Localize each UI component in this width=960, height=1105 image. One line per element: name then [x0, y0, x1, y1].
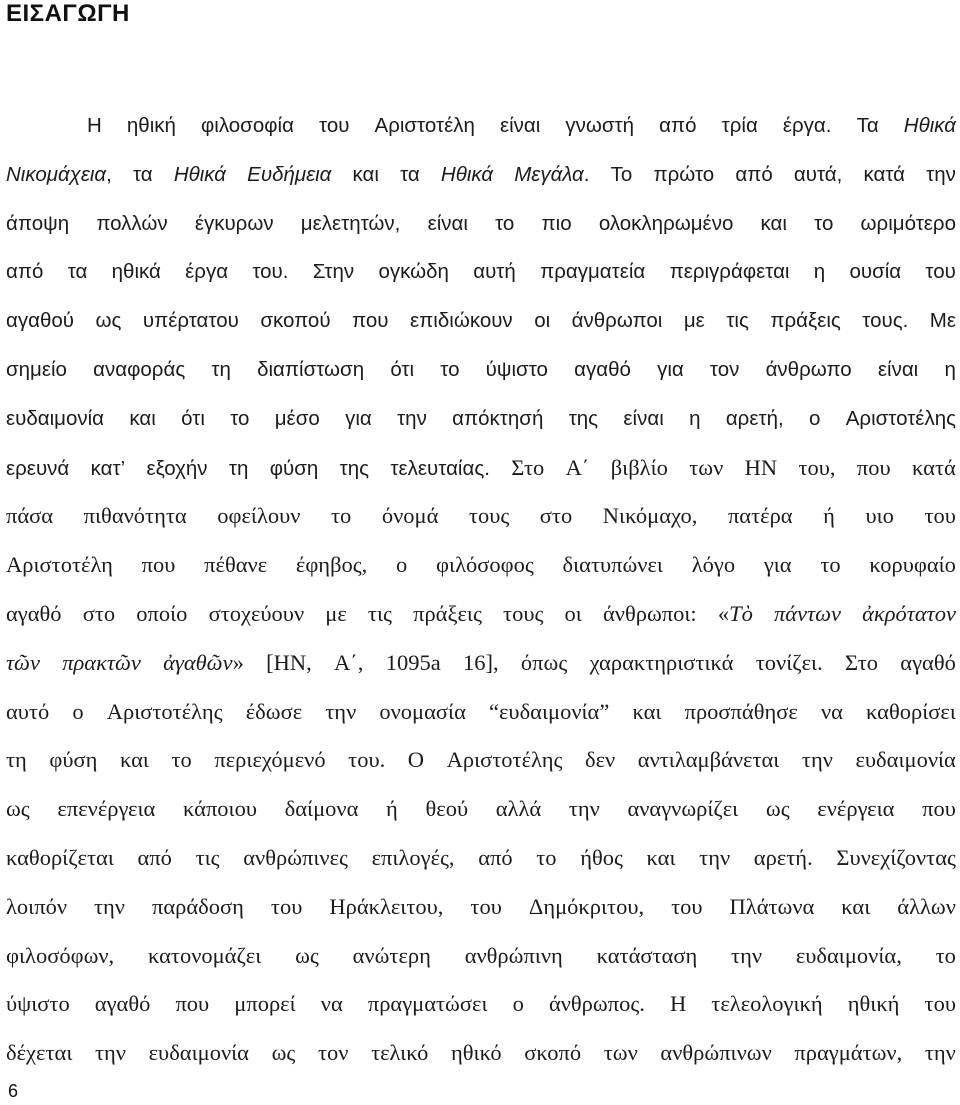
word: τους.: [862, 309, 909, 333]
text-line: [6, 650, 956, 699]
word: άνθρωποι:: [602, 600, 697, 626]
word: έργα.: [782, 114, 832, 137]
word: ο: [396, 552, 408, 578]
word: αναγνωρίζει: [627, 796, 739, 822]
text-line: [6, 552, 956, 601]
word: πραγμάτων,: [794, 1040, 903, 1066]
word: ευδαιμονία,: [795, 942, 902, 968]
word: αγαθό: [6, 600, 62, 626]
text-line: [6, 162, 956, 211]
text-line: [6, 406, 956, 455]
word: αυτό: [6, 698, 50, 724]
section-heading: ΕΙΣΑΓΩΓΗ: [6, 0, 130, 27]
word: τελευταίας.: [390, 456, 490, 480]
word: το: [171, 747, 192, 773]
word: των: [603, 1040, 638, 1066]
word: ἀγαθῶν»: [163, 649, 244, 675]
word: ύψιστο: [6, 991, 70, 1017]
word: Η: [669, 991, 687, 1017]
word: Με: [929, 309, 956, 333]
word: άποψη: [6, 211, 70, 235]
word: του: [925, 260, 956, 284]
word: Στο: [845, 649, 878, 675]
word: βιβλίο: [610, 454, 668, 480]
word: τις: [195, 844, 220, 870]
word: άνθρωπος.: [548, 991, 645, 1017]
word: ότι: [390, 357, 415, 381]
word: κατάσταση: [596, 942, 698, 968]
word: και: [352, 162, 379, 186]
word: η: [689, 406, 701, 430]
word: είναι: [427, 211, 468, 235]
word: λόγο: [691, 552, 736, 578]
word: διατυπώνει: [562, 552, 663, 578]
word: έργα: [185, 260, 229, 284]
word: κορυφαίο: [869, 552, 956, 578]
word: ή: [823, 503, 835, 529]
word: Νικομάχεια,: [6, 162, 112, 186]
word: απόκτησή: [452, 406, 544, 430]
word: Ηθικά: [440, 162, 494, 186]
text-line: [6, 699, 956, 748]
word: αντιλαμβάνεται: [637, 747, 780, 773]
word: τον: [709, 357, 740, 381]
word: ως: [765, 796, 790, 822]
word: που: [856, 454, 891, 480]
word: ανθρώπινες: [243, 844, 348, 870]
word: τα: [133, 162, 153, 186]
word: από: [735, 162, 773, 186]
word: [ΗΝ,: [266, 649, 312, 675]
word: την: [397, 406, 427, 430]
word: δεν: [585, 747, 616, 773]
word: Μεγάλα.: [514, 162, 590, 186]
text-line: [6, 601, 956, 650]
word: την: [94, 893, 125, 919]
text-line: [6, 503, 956, 552]
word: καθορίσει: [866, 698, 956, 724]
word: χαρακτηριστικά: [589, 649, 734, 675]
word: ύψιστο: [485, 357, 548, 381]
word: ονομασία: [379, 698, 466, 724]
word: άνθρωποι: [571, 309, 663, 333]
word: που: [922, 796, 956, 822]
word: αγαθό: [574, 357, 631, 381]
word: φύση: [49, 747, 98, 773]
word: την: [568, 796, 600, 822]
word: την: [926, 162, 956, 186]
word: τελεολογική: [711, 991, 823, 1017]
word: ανθρώπινων: [660, 1040, 772, 1066]
word: Τα: [856, 114, 879, 137]
word: έφηβος,: [295, 552, 368, 578]
word: που: [141, 552, 176, 578]
word: σκοπού: [260, 309, 331, 333]
word: και: [119, 747, 149, 773]
word: ενέργεια: [817, 796, 895, 822]
word: αγαθό: [900, 649, 956, 675]
word: επενέργεια: [57, 796, 156, 822]
word: τις: [367, 600, 392, 626]
word: όπως: [520, 649, 568, 675]
word: ως: [6, 796, 30, 822]
text-line: [6, 747, 956, 796]
page-number: 6: [8, 1081, 19, 1101]
word: το: [536, 844, 557, 870]
word: αρετή.: [753, 844, 813, 870]
word: τονίζει.: [755, 649, 823, 675]
word: στοχεύουν: [208, 600, 305, 626]
word: τῶν: [6, 649, 40, 675]
word: ἀκρότατον: [862, 600, 956, 626]
word: Αριστοτέλη: [374, 114, 475, 137]
word: ωριμότερο: [860, 211, 956, 235]
word: από: [659, 114, 697, 137]
word: Α΄,: [334, 649, 364, 675]
word: του.: [252, 260, 289, 284]
word: μέσο: [274, 406, 320, 430]
word: Αριστοτέλης: [106, 698, 223, 724]
word: τρία: [721, 114, 758, 137]
word: ανθρώπινη: [464, 942, 563, 968]
word: οι: [534, 309, 551, 333]
word: τα: [67, 260, 88, 284]
word: με: [683, 309, 705, 333]
word: περιεχόμενό: [214, 747, 326, 773]
word: ηθικό: [450, 1040, 502, 1066]
word: ηθικά: [111, 260, 161, 284]
text-line: [6, 894, 956, 943]
word: το: [495, 211, 515, 235]
word: ο: [809, 406, 821, 430]
word: λοιπόν: [6, 893, 67, 919]
word: το: [820, 552, 841, 578]
text-line: [6, 211, 956, 260]
word: αγαθό: [94, 991, 151, 1017]
word: για: [657, 357, 684, 381]
word: αυτά,: [793, 162, 843, 186]
word: έγκυρων: [194, 211, 274, 235]
word: από: [478, 844, 513, 870]
word: την: [699, 844, 731, 870]
word: από: [137, 844, 172, 870]
word: την: [95, 1040, 126, 1066]
word: τη: [211, 357, 231, 381]
text-line: [6, 308, 956, 357]
word: της: [568, 406, 599, 430]
word: το: [814, 211, 834, 235]
word: θεού: [425, 796, 469, 822]
word: επιλογές,: [371, 844, 455, 870]
word: ερευνά: [6, 456, 70, 480]
word: πολλών: [96, 211, 168, 235]
word: ανώτερη: [352, 942, 431, 968]
word: οι: [564, 600, 582, 626]
word: τον: [317, 1040, 349, 1066]
word: Στο: [511, 454, 545, 480]
word: των: [689, 454, 724, 480]
word: “ευδαιμονία”: [489, 698, 610, 724]
word: διαπίστωση: [257, 357, 365, 381]
word: ήθος: [580, 844, 623, 870]
word: ηθική: [847, 991, 900, 1017]
word: ευδαιμονία: [148, 1040, 249, 1066]
word: το: [230, 406, 250, 430]
word: Δημόκριτου,: [528, 893, 645, 919]
word: περιγράφεται: [669, 260, 790, 284]
word: στο: [539, 503, 573, 529]
word: Η: [87, 114, 102, 137]
word: δέχεται: [6, 1040, 73, 1066]
word: με: [325, 600, 347, 626]
word: πραγματώσει: [367, 991, 488, 1017]
word: για: [763, 552, 792, 578]
word: του: [671, 893, 703, 919]
word: φύση: [269, 456, 319, 480]
word: που: [352, 309, 389, 333]
text-line: [6, 455, 956, 504]
word: ολοκληρωμένο: [598, 211, 734, 235]
word: το: [440, 357, 460, 381]
word: Ο: [407, 747, 425, 773]
word: Ηθικά: [173, 162, 226, 186]
word: τις: [726, 309, 749, 333]
word: που: [175, 991, 210, 1017]
word: τελικό: [371, 1040, 429, 1066]
word: τους: [468, 503, 510, 529]
word: αλλά: [495, 796, 542, 822]
word: υπέρτατου: [142, 309, 239, 333]
word: από: [6, 260, 44, 284]
word: πράξεις: [413, 600, 482, 626]
word: Πλάτωνα: [729, 893, 815, 919]
word: την: [325, 698, 357, 724]
word: του.: [348, 747, 386, 773]
word: «Τὸ: [717, 600, 753, 626]
word: Αριστοτέλης: [845, 406, 956, 430]
word: εξοχήν: [146, 456, 208, 480]
word: δαίμονα: [284, 796, 359, 822]
text-line: [6, 991, 956, 1040]
word: πάσα: [6, 503, 54, 529]
text-line: [6, 943, 956, 992]
word: ο: [512, 991, 524, 1017]
word: της: [339, 456, 370, 480]
word: ο: [72, 698, 84, 724]
body-paragraph: [6, 113, 956, 1089]
word: Ηράκλειτου,: [329, 893, 444, 919]
word: του: [270, 893, 303, 919]
word: άνθρωπο: [765, 357, 852, 381]
word: ΗΝ: [744, 454, 778, 480]
word: του: [470, 893, 502, 919]
text-line: [6, 796, 956, 845]
word: οποίο: [136, 600, 188, 626]
word: έδωσε: [245, 698, 303, 724]
word: να: [820, 698, 843, 724]
word: Στην: [312, 260, 355, 284]
word: καθορίζεται: [6, 844, 114, 870]
word: ευδαιμονία: [6, 406, 105, 430]
word: του: [924, 503, 956, 529]
word: ως: [295, 942, 319, 968]
word: Το: [610, 162, 633, 186]
word: οφείλουν: [217, 503, 301, 529]
word: Αριστοτέλη: [6, 552, 113, 578]
word: του,: [798, 454, 836, 480]
word: πάντων: [773, 600, 841, 626]
word: κατά: [863, 162, 905, 186]
word: πατέρα: [727, 503, 793, 529]
word: Ευδήμεια: [247, 162, 332, 186]
word: και: [760, 211, 787, 235]
word: τους: [503, 600, 544, 626]
word: αγαθού: [6, 309, 74, 333]
word: είναι: [877, 357, 919, 381]
word: πράξεις: [770, 309, 841, 333]
word: Ηθικά: [903, 114, 956, 137]
word: ή: [386, 796, 398, 822]
word: Συνεχίζοντας: [836, 844, 956, 870]
word: γνωστή: [565, 114, 635, 137]
word: ως: [271, 1040, 296, 1066]
word: είναι: [499, 114, 541, 137]
word: όνομά: [381, 503, 439, 529]
word: σκοπό: [524, 1040, 582, 1066]
word: του: [319, 114, 350, 137]
text-line: [6, 357, 956, 406]
word: μπορεί: [234, 991, 296, 1017]
word: η: [944, 357, 956, 381]
word: Αριστοτέλης: [446, 747, 563, 773]
word: ότι: [181, 406, 205, 430]
word: φιλοσοφία: [200, 114, 294, 137]
word: ευδαιμονία: [855, 747, 956, 773]
word: πιθανότητα: [83, 503, 187, 529]
word: την: [731, 942, 763, 968]
word: πρώτο: [653, 162, 715, 186]
word: στο: [82, 600, 116, 626]
word: ως: [95, 309, 122, 333]
word: πιο: [541, 211, 572, 235]
word: ουσία: [849, 260, 902, 284]
word: κατ’: [90, 456, 126, 480]
word: και: [632, 698, 662, 724]
word: ηθική: [126, 114, 176, 137]
word: για: [345, 406, 372, 430]
word: πραγματεία: [540, 260, 646, 284]
word: κατά: [912, 454, 956, 480]
word: του: [924, 991, 956, 1017]
text-line: [6, 113, 956, 162]
word: Α΄: [565, 454, 590, 480]
word: τη: [228, 456, 249, 480]
word: επιδιώκουν: [410, 309, 513, 333]
word: κατονομάζει: [147, 942, 262, 968]
word: αυτή: [473, 260, 516, 284]
word: ογκώδη: [378, 260, 449, 284]
word: τα: [400, 162, 420, 186]
word: παράδοση: [151, 893, 244, 919]
word: 16],: [463, 649, 499, 675]
word: το: [330, 503, 352, 529]
word: αρετή,: [725, 406, 784, 430]
word: και: [841, 893, 871, 919]
word: φιλοσόφων,: [6, 942, 115, 968]
word: Νικόμαχο,: [602, 503, 698, 529]
word: τη: [6, 747, 27, 773]
word: η: [813, 260, 826, 284]
word: άλλων: [897, 893, 956, 919]
word: την: [924, 1040, 956, 1066]
word: μελετητών,: [300, 211, 401, 235]
text-line: [6, 845, 956, 894]
word: προσπάθησε: [684, 698, 798, 724]
word: υιο: [865, 503, 894, 529]
text-line: [6, 259, 956, 308]
text-line: [6, 1040, 956, 1089]
word: πρακτῶν: [62, 649, 141, 675]
word: το: [935, 942, 956, 968]
word: και: [129, 406, 156, 430]
word: φιλόσοφος: [436, 552, 534, 578]
word: 1095a: [385, 649, 441, 675]
word: σημείο: [6, 357, 67, 381]
word: την: [801, 747, 833, 773]
word: είναι: [623, 406, 664, 430]
word: κάποιου: [183, 796, 257, 822]
word: πέθανε: [204, 552, 268, 578]
word: να: [320, 991, 343, 1017]
word: αναφοράς: [93, 357, 186, 381]
word: και: [646, 844, 676, 870]
